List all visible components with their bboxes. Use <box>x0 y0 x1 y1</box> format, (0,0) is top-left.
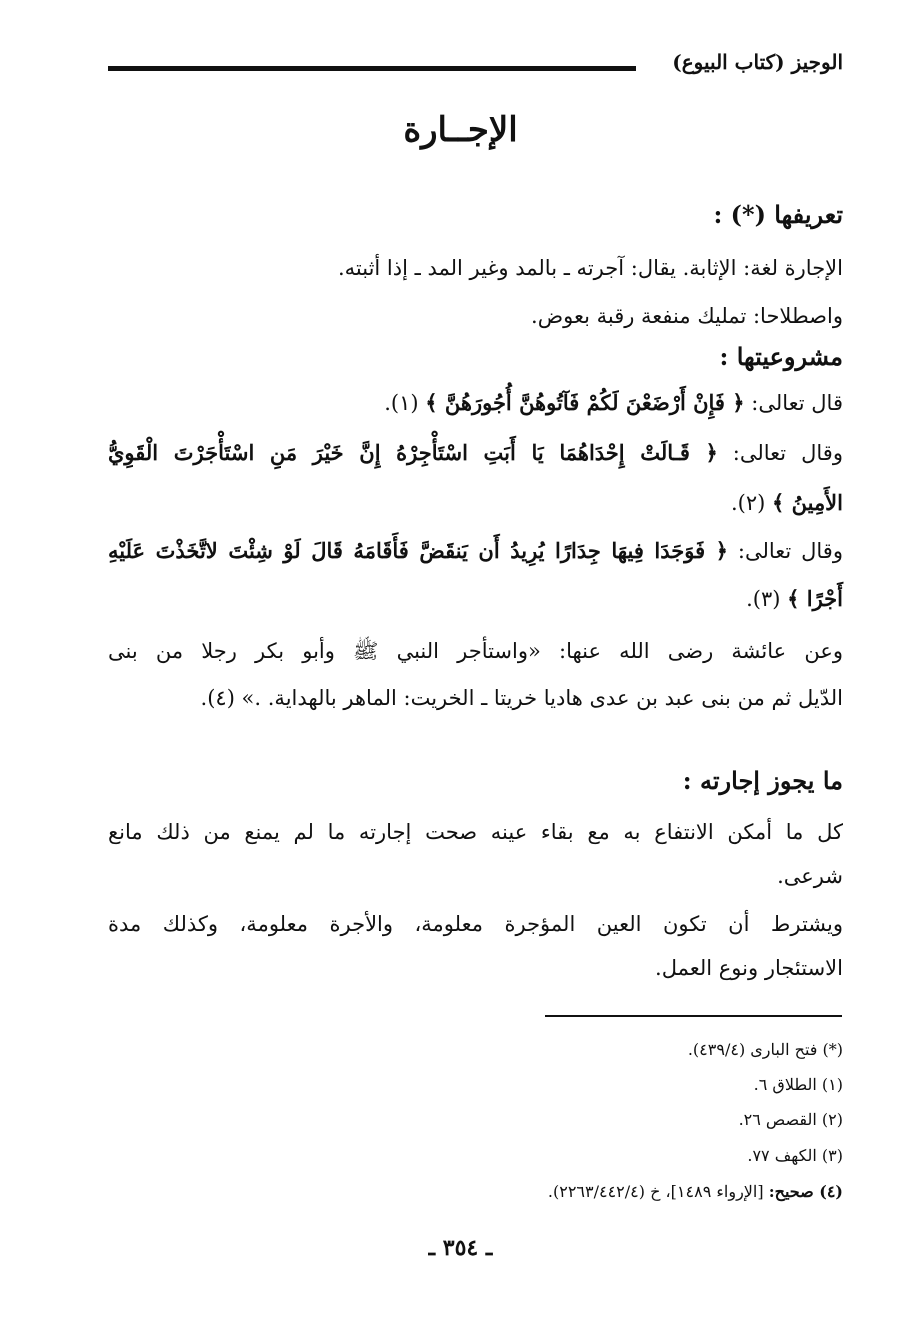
verse-3-text: ﴿ فَوَجَدَا فِيهَا جِدَارًا يُرِيدُ أَن يَنقَضَّ فَأَقَامَهُ قَالَ لَوْ شِئْتَ لاتَّخَذْتَ عَلَيْهِ <box>108 538 728 563</box>
verse-1-text: ﴿ فَإِنْ أَرْضَعْنَ لَكُمْ فَآتُوهُنَّ أُجُورَهُنَّ ﴾ <box>425 390 745 415</box>
verse-2-line-1 <box>108 440 843 465</box>
header-rule <box>108 66 636 71</box>
verse-2-text-end: الأَمِينُ ﴾ <box>772 490 843 515</box>
permissible-heading: ما يجوز إجارته : <box>682 766 843 795</box>
footnote-2: (٢) القصص ٢٦. <box>738 1110 843 1129</box>
verse-2-line-2 <box>731 490 843 516</box>
verse-3-intro: وقال تعالى: <box>737 539 843 563</box>
verse-2-intro: وقال تعالى: <box>732 441 843 465</box>
verse-1-intro: قال تعالى: <box>751 391 843 415</box>
verse-2-ref: (٢). <box>730 491 766 515</box>
permissible-para-2-line-2: الاستئجار ونوع العمل. <box>655 956 843 980</box>
footnote-4-text: [الإرواء ١٤٨٩]، خ (٢٢٦٣/٤٤٢/٤). <box>547 1182 764 1201</box>
definition-heading: تعريفها (*) : <box>713 200 843 229</box>
definition-linguistic: الإجارة لغة: الإثابة. يقال: آجرته ـ بالمد وغير المد ـ إذا أثبته. <box>337 256 843 280</box>
footnote-1: (١) الطلاق ٦. <box>753 1075 843 1094</box>
verse-3-text-end: أَجْرًا ﴾ <box>787 586 843 611</box>
definition-technical: واصطلاحا: تمليك منفعة رقبة بعوض. <box>531 304 843 328</box>
page-number: ـ ٣٥٤ ـ <box>428 1235 493 1261</box>
footnote-rule <box>545 1015 842 1017</box>
chapter-title: الإجــارة <box>403 110 518 150</box>
verse-3-line-1 <box>108 538 843 563</box>
footnote-4-label: (٤) صحيح: <box>768 1182 843 1201</box>
verse-2-text: ﴿ قَـالَتْ إِحْدَاهُمَا يَا أَبَتِ اسْتَأْجِرْهُ إِنَّ خَيْرَ مَنِ اسْتَأْجَرْتَ الْقَوِيُّ <box>108 440 718 465</box>
verse-1-ref: (١). <box>384 391 419 415</box>
permissible-para-1-line-2: شرعى. <box>777 864 843 888</box>
verse-3-line-2 <box>746 586 843 612</box>
hadith-line-1: وعن عائشة رضى الله عنها: «واستأجر النبي ﷺ وأبو بكر رجلا من بنى <box>108 639 843 663</box>
running-header-title: الوجيز (كتاب البيوع) <box>672 50 843 74</box>
permissible-para-2-line-1: ويشترط أن تكون العين المؤجرة معلومة، والأجرة معلومة، وكذلك مدة <box>108 912 843 936</box>
footnote-4 <box>548 1182 843 1201</box>
permissible-para-1-line-1: كل ما أمكن الانتفاع به مع بقاء عينه صحت إجارته ما لم يمنع من ذلك مانع <box>108 820 843 844</box>
hadith-line-2: الدّيل ثم من بنى عبد بن عدى هاديا خريتا ـ الخريت: الماهر بالهداية. .» (٤). <box>200 686 843 710</box>
verse-3-ref: (٣). <box>746 587 781 611</box>
legitimacy-heading: مشروعيتها : <box>719 342 843 371</box>
verse-1 <box>384 390 843 416</box>
footnote-star: (*) فتح البارى (٤٣٩/٤). <box>687 1040 843 1059</box>
footnote-3: (٣) الكهف ٧٧. <box>747 1146 843 1165</box>
